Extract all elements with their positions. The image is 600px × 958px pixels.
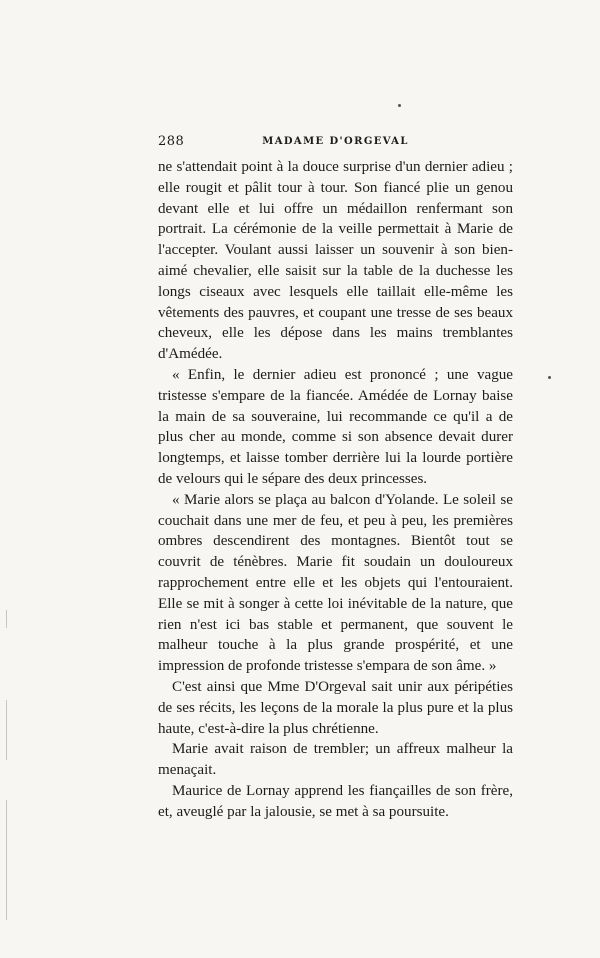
scan-edge-mark xyxy=(6,700,7,760)
paragraph: C'est ainsi que Mme D'Orgeval sait unir aux péripéties de ses récits, les leçons de la morale la plus pure et la plus haute, c'est-à-dire la plus chrétienne. xyxy=(158,678,513,737)
paragraph: « Marie alors se plaça au balcon d'Yolande. Le soleil se couchait dans une mer de feu, et peu à peu, les premières ombres descendirent des montagnes. Bientôt tout se couvrit de ténèbres. Marie fit soudain un douloureux rapprochement entre elle et les objets qui l'entouraient. Elle se mit à songer à cette loi inévitable de la nature, que rien n'est ici bas stable et permanent, que souvent le malheur touche à la plus grande prospérité, et une impression de profonde tristesse s'empara de son âme. » xyxy=(158,491,513,675)
running-title: MADAME D'ORGEVAL xyxy=(262,136,409,147)
page-number: 288 xyxy=(158,134,185,149)
body-text xyxy=(158,157,513,823)
paragraph: « Enfin, le dernier adieu est prononcé ; une vague tristesse s'empare de la fiancée. Amédée de Lornay baise la main de sa souveraine, lui recommande ce qu'il a de plus cher au monde, comme si son absence devait durer longtemps, et laisse tomber derrière lui la lourde portière de velours qui le sépare des deux princesses. xyxy=(158,366,513,487)
paragraph: ne s'attendait point à la douce surprise d'un dernier adieu ; elle rougit et pâlit tour à tour. Son fiancé plie un genou devant elle et lui offre un médaillon renfermant son portrait. La cérémonie de la veille permettait à Marie de l'accepter. Voulant aussi laisser un souvenir à son bien-aimé chevalier, elle saisit sur la table de la duchesse les longs ciseaux avec lesquels elle taillait elle-même les vêtements des pauvres, et coupant une tresse de ses beaux cheveux, elle les dépose dans les mains tremblantes d'Amédée. xyxy=(158,159,513,363)
scan-edge-mark xyxy=(6,610,7,628)
paragraph: Maurice de Lornay apprend les fiançailles de son frère, et, aveuglé par la jalousie, se met à sa poursuite. xyxy=(158,782,513,820)
page-header xyxy=(158,134,513,152)
scan-edge-mark xyxy=(6,800,7,920)
scan-speck xyxy=(398,104,401,107)
paragraph: Marie avait raison de trembler; un affreux malheur la menaçait. xyxy=(158,741,513,779)
scan-speck xyxy=(548,376,551,379)
